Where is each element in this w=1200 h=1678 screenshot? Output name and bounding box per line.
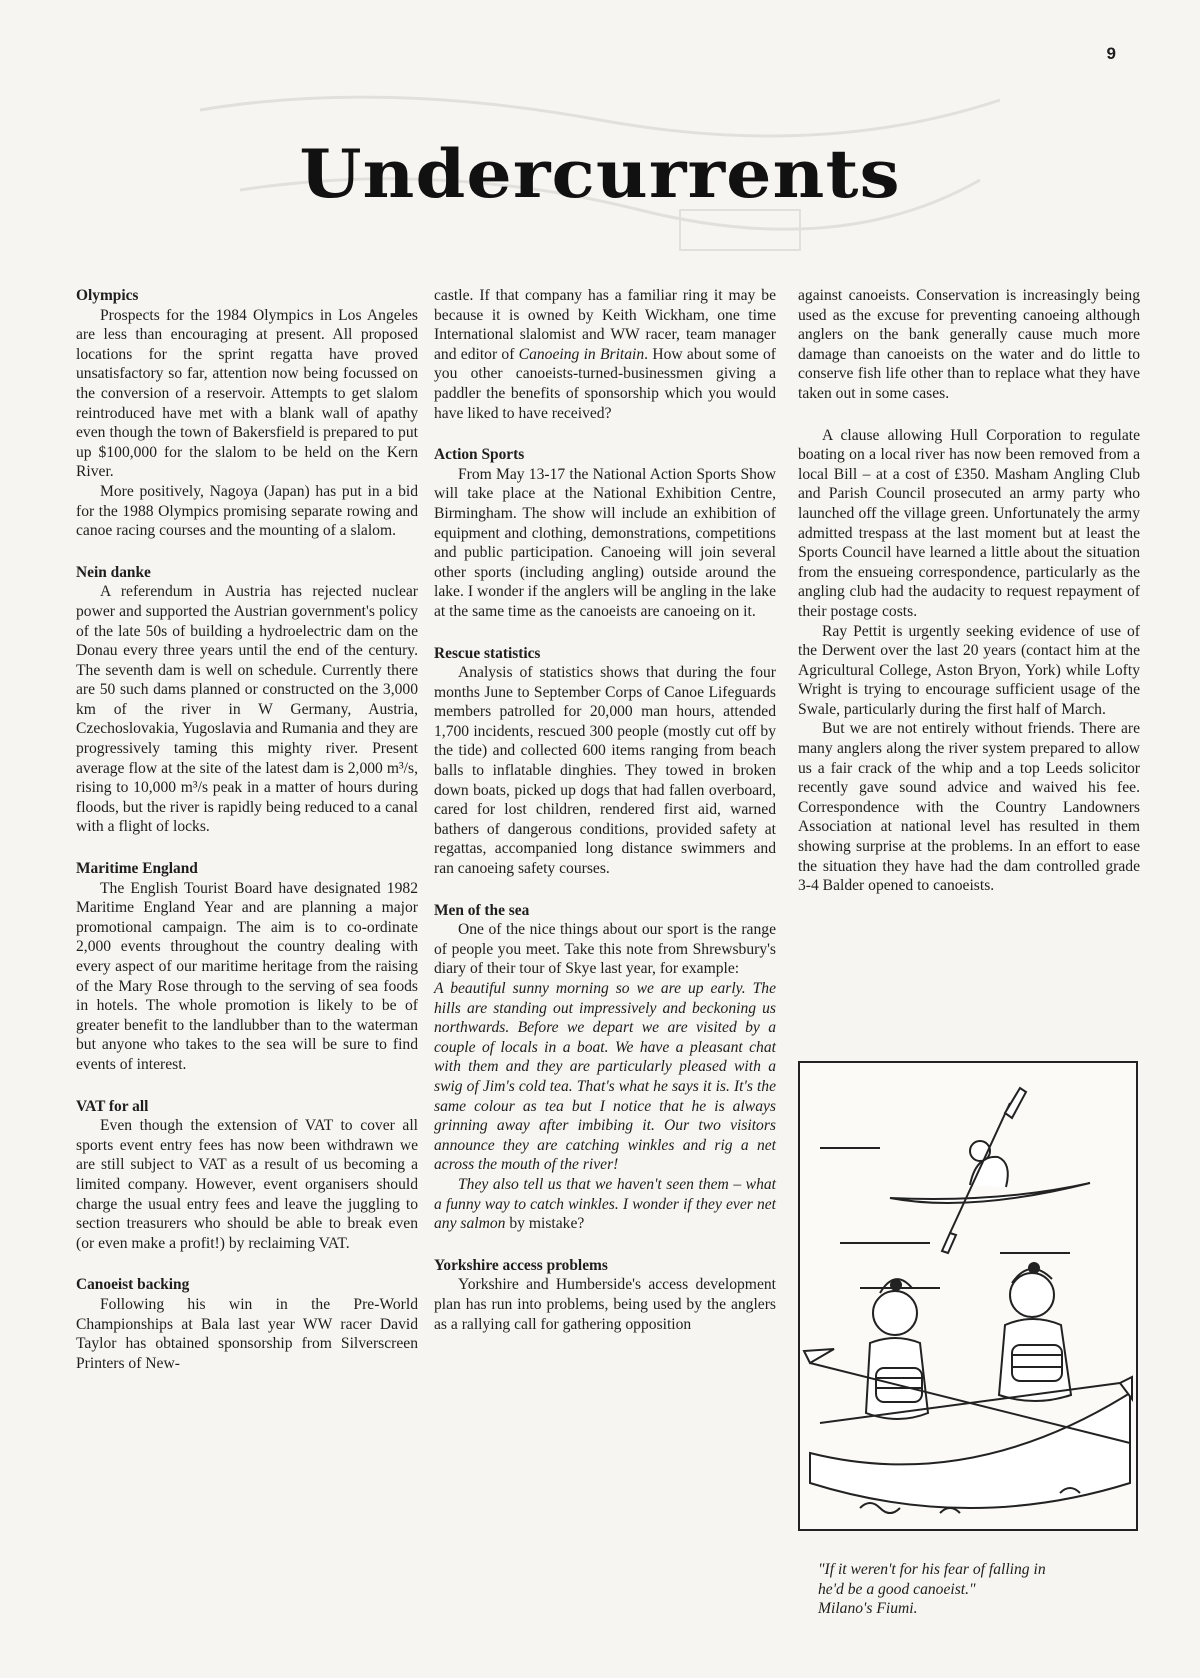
article-heading: Maritime England	[76, 860, 198, 878]
page-number: 9	[1106, 44, 1116, 63]
article-paragraph: Prospects for the 1984 Olympics in Los Angeles are less than encouraging at present. All proposed locations for the sprint regatta have proved unsatisfactory so far, attention now being focussed on the conversion of a reservoir. Attempts to get slalom reintroduced have met with a blank wall of apathy even though the town of Bakersfield is prepared to put up $100,000 for the slalom to be held on the Kern River.	[76, 306, 418, 481]
cartoon-illustration	[798, 1061, 1138, 1531]
article-paragraph: But we are not entirely without friends. There are many anglers along the river system prepared to allow us a fair crack of the whip and a top Leeds solicitor recently gave sound advice and waived his fee. Correspondence with the Country Landowners Association at national level has resulted in them showing surprise at the problems. In an effort to ease the situation they have had the dam controlled grade 3-4 Balder opened to canoeists.	[798, 720, 1140, 895]
article-paragraph: against canoeists. Conservation is increasingly being used as the excuse for preventing canoeing although anglers on the bank generally cause much more damage than canoeists on the water and do little to conserve fish life other than to replace what they have taken out in some cases.	[798, 287, 1140, 402]
article-men-of-the-sea	[434, 901, 776, 1234]
article-paragraph: The English Tourist Board have designated 1982 Maritime England Year and are planning a major promotional campaign. The aim is to co-ordinate 2,000 events throughout the country dealing with every aspect of our maritime heritage from the raising of the Mary Rose through to the serving of sea foods in hotels. The whole promotion is likely to be of greater benefit to the landlubber than to the waterman but anyone who takes to the sea will be sure to find events of interest.	[76, 879, 418, 1073]
article-rescue-statistics	[434, 644, 776, 879]
article-heading: Men of the sea	[434, 901, 530, 919]
article-paragraph: Analysis of statistics shows that during the four months June to September Corps of Canoe Lifeguards members patrolled for 20,000 man hours, attended 1,700 incidents, rescued 300 people (mostly cut off by the tide) and collected 600 items ranging from beach balls to inflatable dinghies. They towed in broken down boats, picked up dogs that had fallen overboard, cared for lost children, rendered first aid, warned bathers of dangerous conditions, provided safety at regattas, accompanied long distance swimmers and ran canoeing safety courses.	[434, 664, 776, 878]
article-paragraph: Ray Pettit is urgently seeking evidence of use of the Derwent over the last 20 years (contact him at the Agricultural College, Aston Bryon, York) while Lofty Wright is trying to encourage sufficient usage of the Swale, particularly during the first half of March.	[798, 622, 1140, 718]
article-heading: Nein danke	[76, 563, 151, 581]
article	[798, 286, 1140, 404]
article	[76, 286, 418, 541]
article	[798, 426, 1140, 896]
article-paragraph: More positively, Nagoya (Japan) has put in a bid for the 1988 Olympics promising separate rowing and canoe racing courses and the mounting of a slalom.	[76, 482, 418, 540]
article-heading: VAT for all	[76, 1097, 149, 1115]
column-left	[76, 286, 418, 1395]
article	[76, 1097, 418, 1254]
continuation-text: castle. If that company has a familiar ring it may be because it is owned by Keith Wickham, one time International slalomist and WW racer, team manager and editor of	[434, 287, 776, 363]
diary-quote-end: by mistake?	[505, 1215, 585, 1233]
page-title: Undercurrents	[299, 135, 901, 213]
article-paragraph: One of the nice things about our sport is the range of people you meet. Take this note from Shrewsbury's diary of their tour of Skye last year, for example:	[434, 921, 776, 978]
article-heading: Rescue statistics	[434, 644, 541, 662]
column-right	[798, 286, 1140, 918]
article-heading: Olympics	[76, 287, 139, 304]
article-heading: Canoeist backing	[76, 1276, 190, 1294]
article-yorkshire-access	[434, 1256, 776, 1334]
article-action-sports	[434, 445, 776, 621]
article	[76, 1275, 418, 1373]
caption-line: "If it weren't for his fear of falling in	[818, 1561, 1046, 1578]
article-paragraph: Even though the extension of VAT to cover all sports event entry fees has now been withdrawn we are still subject to VAT as a result of us becoming a limited company. However, event organisers should charge the usual entry fees and leave the juggling to section treasurers who should be able to break even (or even make a profit!) by reclaiming VAT.	[76, 1117, 418, 1252]
continuation-text-end: . How about some of you other canoeists-turned-businessmen giving a paddler the benefits of sponsorship which you would have liked to have received?	[434, 345, 776, 422]
article	[76, 859, 418, 1075]
article-heading: Yorkshire access problems	[434, 1256, 608, 1274]
diary-quote: A beautiful sunny morning so we are up early. The hills are standing out impressively and beckoning us northwards. Before we depart we are visited by a couple of locals in a boat. We have a pleasant chat with them and they are particularly pleased with a swig of Jim's cold tea. That's what he says it is. It's the same colour as tea but I notice that he is always grinning away after imbibing it. Our two visitors announce they are catching winkles and rig a net across the mouth of the river!	[434, 980, 776, 1174]
caption-line: he'd be a good canoeist."	[818, 1580, 976, 1598]
article-paragraph: Yorkshire and Humberside's access development plan has run into problems, being used by the anglers as a rallying call for gathering opposition	[434, 1276, 776, 1333]
article-paragraph: A clause allowing Hull Corporation to regulate boating on a local river has now been removed from a local Bill – at a cost of £350. Masham Angling Club and Parish Council prosecuted an army party who launched off the village green. Unfortunately the army admitted trespass at the last moment but at least the Sports Council have learned a little about the situation from the ensueing correspondence, particularly as the angling club had the audacity to request repayment of their postage costs.	[798, 426, 1140, 620]
article	[76, 563, 418, 837]
diary-quote-salmon: salmon	[460, 1215, 506, 1233]
diary-quote-2: They also tell us that we haven't seen them – what a funny way to catch winkles. I wonder if they ever net any	[434, 1175, 776, 1233]
magazine-title: Canoeing in Britain	[518, 345, 645, 363]
cartoon-caption	[818, 1560, 1148, 1619]
canoe-cartoon-drawing	[800, 1063, 1136, 1529]
article-paragraph: A referendum in Austria has rejected nuclear power and supported the Austrian government's policy of the late 50s of building a hydroelectric dam on the Donau every three years until the end of the century. The seventh dam is well on schedule. Currently there are 50 such dams planned or constructed on the 3,000 km of the river in W Germany, Austria, Czechoslovakia, Yugoslavia and Rumania and they are progressively taming this mighty river. Present average flow at the site of the latest dam is 2,000 m³/s, rising to 10,000 m³/s peak in a matter of hours during floods, but the river is rapidly being reduced to a canal with a flight of locks.	[76, 583, 418, 836]
article-paragraph: Following his win in the Pre-World Championships at Bala last year WW racer David Taylor has obtained sponsorship from Silverscreen Printers of New-	[76, 1295, 418, 1372]
article-continuation	[434, 286, 776, 423]
article-paragraph: From May 13-17 the National Action Sports Show will take place at the National Exhibition Centre, Birmingham. The show will include an exhibition of equipment and clothing, demonstrations, competitions and public participation. Canoeing will join several other sports (including angling) outside around the lake. I wonder if the anglers will be angling in the lake at the same time as the canoeists are canoeing on it.	[434, 465, 776, 620]
caption-credit: Milano's Fiumi.	[818, 1600, 918, 1618]
column-middle	[434, 286, 776, 1356]
article-heading: Action Sports	[434, 446, 525, 464]
